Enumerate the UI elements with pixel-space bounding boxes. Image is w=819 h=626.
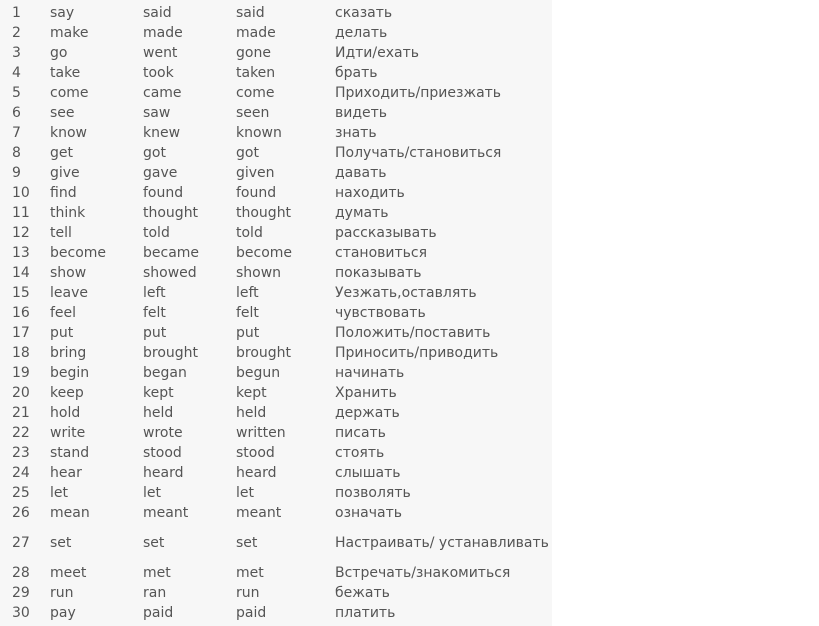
base-form-cell: take — [50, 65, 81, 81]
past-simple-cell: kept — [143, 385, 174, 401]
past-simple-cell: met — [143, 565, 171, 581]
table-row — [0, 423, 552, 443]
translation-cell: Идти/ехать — [335, 45, 420, 61]
row-number: 18 — [12, 345, 30, 361]
irregular-verbs-table — [0, 3, 552, 623]
past-participle-cell: seen — [236, 105, 270, 121]
translation-cell: позволять — [335, 485, 411, 501]
past-simple-cell: knew — [143, 125, 181, 141]
row-number: 16 — [12, 305, 30, 321]
past-simple-cell: became — [143, 245, 200, 261]
table-row — [0, 323, 552, 343]
translation-cell: становиться — [335, 245, 428, 261]
table-row — [0, 483, 552, 503]
table-row — [0, 583, 552, 603]
base-form-cell: give — [50, 165, 80, 181]
base-form-cell: meet — [50, 565, 87, 581]
base-form-cell: write — [50, 425, 86, 441]
table-row — [0, 603, 552, 623]
base-form-cell: make — [50, 25, 89, 41]
row-number: 23 — [12, 445, 30, 461]
translation-cell: писать — [335, 425, 386, 441]
translation-cell: платить — [335, 605, 396, 621]
table-row — [0, 223, 552, 243]
base-form-cell: keep — [50, 385, 84, 401]
past-participle-cell: got — [236, 145, 259, 161]
past-simple-cell: meant — [143, 505, 189, 521]
past-participle-cell: told — [236, 225, 263, 241]
past-simple-cell: got — [143, 145, 166, 161]
row-number: 20 — [12, 385, 30, 401]
past-simple-cell: thought — [143, 205, 199, 221]
row-number: 2 — [12, 25, 21, 41]
past-participle-cell: shown — [236, 265, 282, 281]
translation-cell: Хранить — [335, 385, 397, 401]
base-form-cell: feel — [50, 305, 77, 321]
past-simple-cell: took — [143, 65, 174, 81]
translation-cell: Получать/становиться — [335, 145, 502, 161]
table-row — [0, 123, 552, 143]
translation-cell: сказать — [335, 5, 393, 21]
translation-cell: означать — [335, 505, 402, 521]
table-row — [0, 143, 552, 163]
past-simple-cell: saw — [143, 105, 171, 121]
base-form-cell: know — [50, 125, 87, 141]
past-participle-cell: known — [236, 125, 282, 141]
past-participle-cell: let — [236, 485, 254, 501]
translation-cell: видеть — [335, 105, 388, 121]
past-simple-cell: said — [143, 5, 172, 21]
translation-cell: находить — [335, 185, 405, 201]
base-form-cell: put — [50, 325, 74, 341]
past-participle-cell: held — [236, 405, 267, 421]
table-row — [0, 503, 552, 523]
base-form-cell: run — [50, 585, 74, 601]
past-participle-cell: run — [236, 585, 260, 601]
base-form-cell: set — [50, 535, 72, 551]
table-row — [0, 283, 552, 303]
row-number: 5 — [12, 85, 21, 101]
row-number: 1 — [12, 5, 21, 21]
base-form-cell: become — [50, 245, 107, 261]
base-form-cell: hold — [50, 405, 81, 421]
row-number: 19 — [12, 365, 30, 381]
base-form-cell: show — [50, 265, 87, 281]
row-number: 4 — [12, 65, 21, 81]
table-row — [0, 383, 552, 403]
past-participle-cell: become — [236, 245, 293, 261]
past-participle-cell: made — [236, 25, 276, 41]
table-row — [0, 443, 552, 463]
translation-cell: Положить/поставить — [335, 325, 491, 341]
table-row — [0, 403, 552, 423]
table-row — [0, 3, 552, 23]
translation-cell: давать — [335, 165, 387, 181]
row-number: 7 — [12, 125, 21, 141]
past-simple-cell: found — [143, 185, 184, 201]
row-number: 15 — [12, 285, 30, 301]
base-form-cell: get — [50, 145, 73, 161]
row-number: 11 — [12, 205, 30, 221]
row-number: 14 — [12, 265, 30, 281]
table-row — [0, 363, 552, 383]
table-row — [0, 103, 552, 123]
base-form-cell: bring — [50, 345, 87, 361]
past-simple-cell: held — [143, 405, 174, 421]
past-simple-cell: went — [143, 45, 178, 61]
past-participle-cell: set — [236, 535, 258, 551]
translation-cell: Приходить/приезжать — [335, 85, 502, 101]
row-number: 27 — [12, 535, 30, 551]
row-number: 25 — [12, 485, 30, 501]
past-simple-cell: gave — [143, 165, 178, 181]
base-form-cell: hear — [50, 465, 82, 481]
past-simple-cell: felt — [143, 305, 166, 321]
past-participle-cell: meant — [236, 505, 282, 521]
past-participle-cell: gone — [236, 45, 271, 61]
translation-cell: Встречать/знакомиться — [335, 565, 511, 581]
past-simple-cell: came — [143, 85, 182, 101]
past-participle-cell: found — [236, 185, 277, 201]
translation-cell: держать — [335, 405, 400, 421]
past-participle-cell: given — [236, 165, 275, 181]
past-simple-cell: made — [143, 25, 183, 41]
base-form-cell: begin — [50, 365, 90, 381]
base-form-cell: let — [50, 485, 68, 501]
past-participle-cell: taken — [236, 65, 276, 81]
past-simple-cell: began — [143, 365, 187, 381]
base-form-cell: find — [50, 185, 77, 201]
past-simple-cell: heard — [143, 465, 184, 481]
past-participle-cell: heard — [236, 465, 277, 481]
past-participle-cell: left — [236, 285, 259, 301]
translation-cell: Приносить/приводить — [335, 345, 499, 361]
past-participle-cell: kept — [236, 385, 267, 401]
past-participle-cell: stood — [236, 445, 275, 461]
past-participle-cell: put — [236, 325, 260, 341]
row-number: 21 — [12, 405, 30, 421]
past-participle-cell: come — [236, 85, 275, 101]
base-form-cell: think — [50, 205, 86, 221]
past-simple-cell: told — [143, 225, 170, 241]
past-simple-cell: ran — [143, 585, 167, 601]
translation-cell: бежать — [335, 585, 390, 601]
row-number: 13 — [12, 245, 30, 261]
table-row — [0, 23, 552, 43]
past-simple-cell: let — [143, 485, 161, 501]
translation-cell: рассказывать — [335, 225, 437, 241]
row-number: 17 — [12, 325, 30, 341]
table-row — [0, 203, 552, 223]
table-row — [0, 183, 552, 203]
base-form-cell: see — [50, 105, 75, 121]
base-form-cell: leave — [50, 285, 88, 301]
base-form-cell: pay — [50, 605, 76, 621]
translation-cell: чувствовать — [335, 305, 426, 321]
table-row — [0, 343, 552, 363]
past-participle-cell: begun — [236, 365, 281, 381]
base-form-cell: stand — [50, 445, 90, 461]
table-row — [0, 83, 552, 103]
base-form-cell: tell — [50, 225, 72, 241]
verb-table-body — [0, 3, 552, 623]
past-participle-cell: paid — [236, 605, 267, 621]
past-participle-cell: written — [236, 425, 286, 441]
past-simple-cell: brought — [143, 345, 199, 361]
row-number: 9 — [12, 165, 21, 181]
row-number: 30 — [12, 605, 30, 621]
table-row — [0, 63, 552, 83]
table-row — [0, 163, 552, 183]
past-participle-cell: thought — [236, 205, 292, 221]
past-participle-cell: felt — [236, 305, 259, 321]
row-number: 29 — [12, 585, 30, 601]
past-simple-cell: stood — [143, 445, 182, 461]
past-simple-cell: showed — [143, 265, 197, 281]
row-number: 24 — [12, 465, 30, 481]
base-form-cell: go — [50, 45, 68, 61]
translation-cell: Уезжать,оставлять — [335, 285, 477, 301]
past-simple-cell: paid — [143, 605, 174, 621]
row-number: 22 — [12, 425, 30, 441]
translation-cell: думать — [335, 205, 389, 221]
row-number: 3 — [12, 45, 21, 61]
translation-cell: стоять — [335, 445, 385, 461]
translation-cell: начинать — [335, 365, 405, 381]
table-row — [0, 563, 552, 583]
row-number: 8 — [12, 145, 21, 161]
translation-cell: Настраивать/ устанавливать — [335, 535, 549, 551]
translation-cell: делать — [335, 25, 388, 41]
base-form-cell: mean — [50, 505, 90, 521]
base-form-cell: come — [50, 85, 89, 101]
row-number: 6 — [12, 105, 21, 121]
row-number: 12 — [12, 225, 30, 241]
past-participle-cell: met — [236, 565, 264, 581]
translation-cell: слышать — [335, 465, 401, 481]
table-row — [0, 303, 552, 323]
row-number: 10 — [12, 185, 30, 201]
table-row — [0, 243, 552, 263]
past-simple-cell: set — [143, 535, 165, 551]
row-number: 26 — [12, 505, 30, 521]
past-participle-cell: said — [236, 5, 265, 21]
row-number: 28 — [12, 565, 30, 581]
table-row — [0, 263, 552, 283]
past-simple-cell: wrote — [143, 425, 183, 441]
translation-cell: брать — [335, 65, 378, 81]
translation-cell: знать — [335, 125, 377, 141]
past-simple-cell: put — [143, 325, 167, 341]
table-row — [0, 463, 552, 483]
table-row — [0, 523, 552, 563]
past-participle-cell: brought — [236, 345, 292, 361]
base-form-cell: say — [50, 5, 75, 21]
translation-cell: показывать — [335, 265, 422, 281]
past-simple-cell: left — [143, 285, 166, 301]
table-row — [0, 43, 552, 63]
